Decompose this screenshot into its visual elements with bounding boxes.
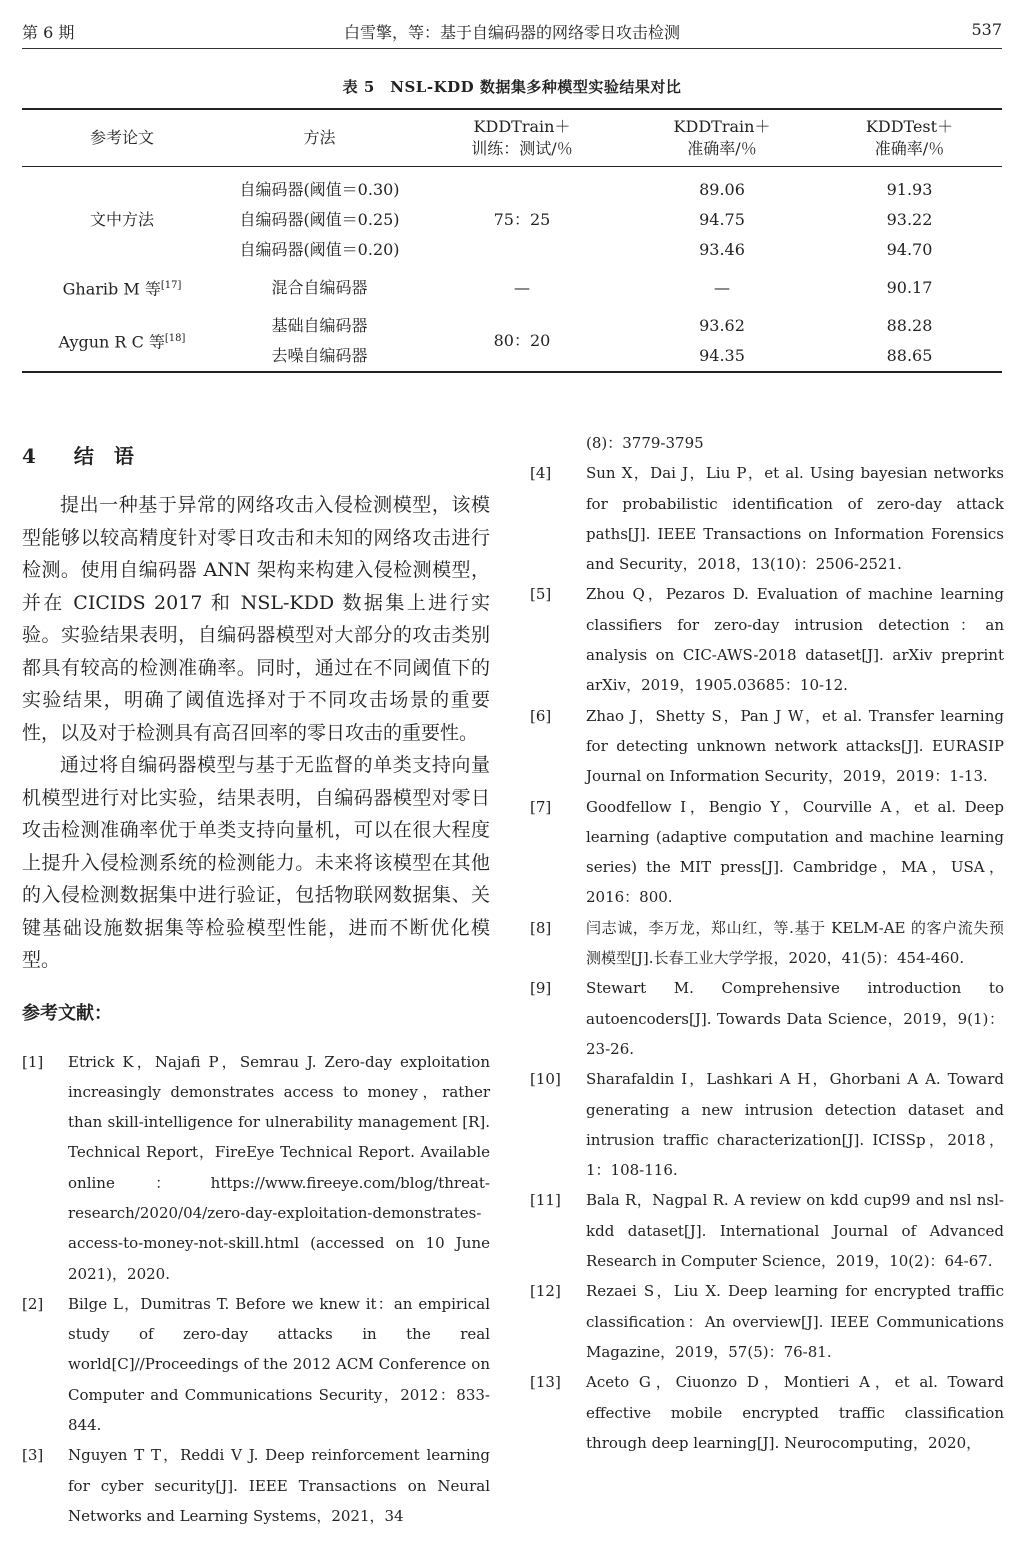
reference-item: [4] Sun X，Dai J，Liu P，et al. Using bayesian networks for probabilistic identification of zero-day attack paths[J]. IEEE Transactions on Information Forensics and Security，2018，13(10)：2506-2521. (530, 464, 1004, 574)
table-cell-split: 75：25 (493, 209, 551, 229)
left-column (22, 420, 490, 1531)
table-cell-train-acc: — (714, 277, 730, 297)
header-test-acc: KDDTest＋ 准确率/％ (817, 109, 1002, 167)
reference-item: [2] Bilge L，Dumitras T. Before we knew it：an empirical study of zero-day attacks in the real world[C]//Proceedings of the 2012 ACM Conference on Computer and Communications Security，2012：833-844. (22, 1294, 490, 1435)
table-cell-method: 混合自编码器 (271, 277, 368, 297)
running-title: 白雪擎，等：基于自编码器的网络零日攻击检测 (343, 23, 680, 42)
table-cell-train-acc: 93.62 (699, 315, 745, 335)
table-cell-test-acc: 88.65 (817, 341, 1002, 372)
citation-ref: [18] (164, 332, 186, 344)
table-row (22, 265, 1002, 311)
table-cell-paper: Aygun R C 等[18] (22, 311, 222, 372)
results-table (22, 108, 1002, 373)
reference-item: [6] Zhao J，Shetty S，Pan J W，et al. Transfer learning for detecting unknown network attacks[J]. EURASIP Journal on Information Security，2019，2019：1-13. (530, 706, 1004, 786)
table-cell-split: — (514, 277, 530, 297)
section-title: 结 语 (73, 444, 134, 468)
table-cell-test-acc: 94.70 (886, 239, 933, 259)
table-cell-train-acc: 94.35 (627, 341, 817, 372)
table-cell-paper: 文中方法 (89, 209, 154, 229)
reference-item: [3] Nguyen T T，Reddi V J. Deep reinforcement learning for cyber security[J]. IEEE Transactions on Neural Networks and Learning Systems，2021，34 (22, 1446, 490, 1525)
paragraph: 提出一种基于异常的网络攻击入侵检测模型，该模型能够以较高精度针对零日攻击和未知的网络攻击进行检测。使用自编码器 ANN 架构来构建入侵检测模型，并在 CICIDS 2017 和 NSL-KDD 数据集上进行实验。实验结果表明，自编码器模型对大部分的攻击类别都具有较高的检测准确率。同时，通过在不同阈值下的实验结果，明确了阈值选择对于不同攻击场景的重要性，以及对于检测具有高召回率的零日攻击的重要性。 (22, 494, 490, 744)
table-cell-method: 自编码器(阈值＝0.30) (239, 179, 400, 199)
table-cell-train-acc: 89.06 (699, 179, 745, 199)
issue-label: 第 6 期 (22, 23, 75, 42)
table-cell-test-acc: 93.22 (886, 209, 933, 229)
table-cell-method: 自编码器(阈值＝0.25) (239, 209, 400, 229)
table-header-row (22, 109, 1002, 167)
header-split: KDDTrain＋ 训练：测试/％ (417, 109, 627, 167)
table-cell-test-acc: 91.93 (886, 179, 933, 199)
reference-continuation: (8)：3779-3795 (586, 434, 704, 452)
reference-item: [9] Stewart M. Comprehensive introduction to autoencoders[J]. Towards Data Science，2019，9(1)：23-26. (530, 979, 1004, 1058)
citation-ref: [17] (160, 279, 182, 291)
reference-item: [1] Etrick K，Najafi P，Semrau J. Zero-day exploitation increasingly demonstrates access to money，rather than skill-intelligence for ulnerability management [R]. Technical Report，FireEye Technical Report. Available online：https://www.fireeye.com/blog/threat-research/2020/04/zero-day-exploitation-demonstrates-access-to-money-not-skill.html (accessed on 10 June 2021)，2020. (22, 1052, 490, 1283)
section-heading (22, 440, 490, 469)
table-cell-split: 80：20 (417, 311, 627, 372)
table-cell-test-acc: 90.17 (886, 277, 933, 297)
paragraph: 通过将自编码器模型与基于无监督的单类支持向量机模型进行对比实验，结果表明，自编码器模型对零日攻击检测准确率优于单类支持向量机，可以在很大程度上提升入侵检测系统的检测能力。未来将该模型在其他的入侵检测数据集中进行验证，包括物联网数据集、关键基础设施数据集等检验模型性能，进而不断优化模型。 (22, 754, 490, 971)
reference-item: [5] Zhou Q，Pezaros D. Evaluation of machine learning classifiers for zero-day intrusion detection：an analysis on CIC-AWS-2018 dataset[J]. arXiv preprint arXiv，2019，1905.03685：10-12. (530, 585, 1004, 695)
table-cell-method: 基础自编码器 (271, 315, 368, 335)
header-train-acc: KDDTrain＋ 准确率/％ (627, 109, 817, 167)
table-cell-method: 自编码器(阈值＝0.20) (239, 239, 400, 259)
header-method: 方法 (222, 109, 417, 167)
reference-item: [11] Bala R，Nagpal R. A review on kdd cup99 and nsl nsl-kdd dataset[J]. International Journal of Advanced Research in Computer Science，2019，10(2)：64-67. (530, 1191, 1004, 1271)
references-heading: 参考文献： (22, 1002, 112, 1024)
table-row (22, 175, 1002, 205)
header-paper: 参考论文 (22, 109, 222, 167)
table-cell-test-acc: 88.28 (886, 315, 933, 335)
reference-item: [8] 闫志诚，李万龙，郑山红，等.基于 KELM-AE 的客户流失预测模型[J].长春工业大学学报，2020，41(5)：454-460. (530, 918, 1004, 968)
table-cell-paper: Gharib M 等[17] (62, 279, 182, 299)
reference-item: [7] Goodfellow I，Bengio Y，Courville A，et al. Deep learning (adaptive computation and machine learning series) the MIT press[J]. Cambridge，MA，USA，2016：800. (530, 797, 1004, 907)
table-caption: 表 5 NSL-KDD 数据集多种模型实验结果对比 (342, 78, 682, 96)
reference-item: [13] Aceto G，Ciuonzo D，Montieri A，et al. Toward effective mobile encrypted traffic classification through deep learning[J]. Neurocomputing，2020， (530, 1373, 1004, 1452)
page-number: 537 (971, 20, 1002, 39)
table-cell-train-acc: 94.75 (699, 209, 745, 229)
reference-item: [10] Sharafaldin I，Lashkari A H，Ghorbani A A. Toward generating a new intrusion detection dataset and intrusion traffic characterization[J]. ICISSp，2018，1：108-116. (530, 1070, 1004, 1180)
right-column (530, 428, 1004, 1458)
running-header (22, 16, 1002, 49)
table-cell-train-acc: 93.46 (699, 239, 745, 259)
section-number: 4 (22, 444, 36, 468)
reference-item: [12] Rezaei S，Liu X. Deep learning for encrypted traffic classification：An overview[J]. IEEE Communications Magazine，2019，57(5)：76-81. (530, 1282, 1004, 1361)
table-cell-method: 去噪自编码器 (222, 341, 417, 372)
table-row (22, 311, 1002, 341)
